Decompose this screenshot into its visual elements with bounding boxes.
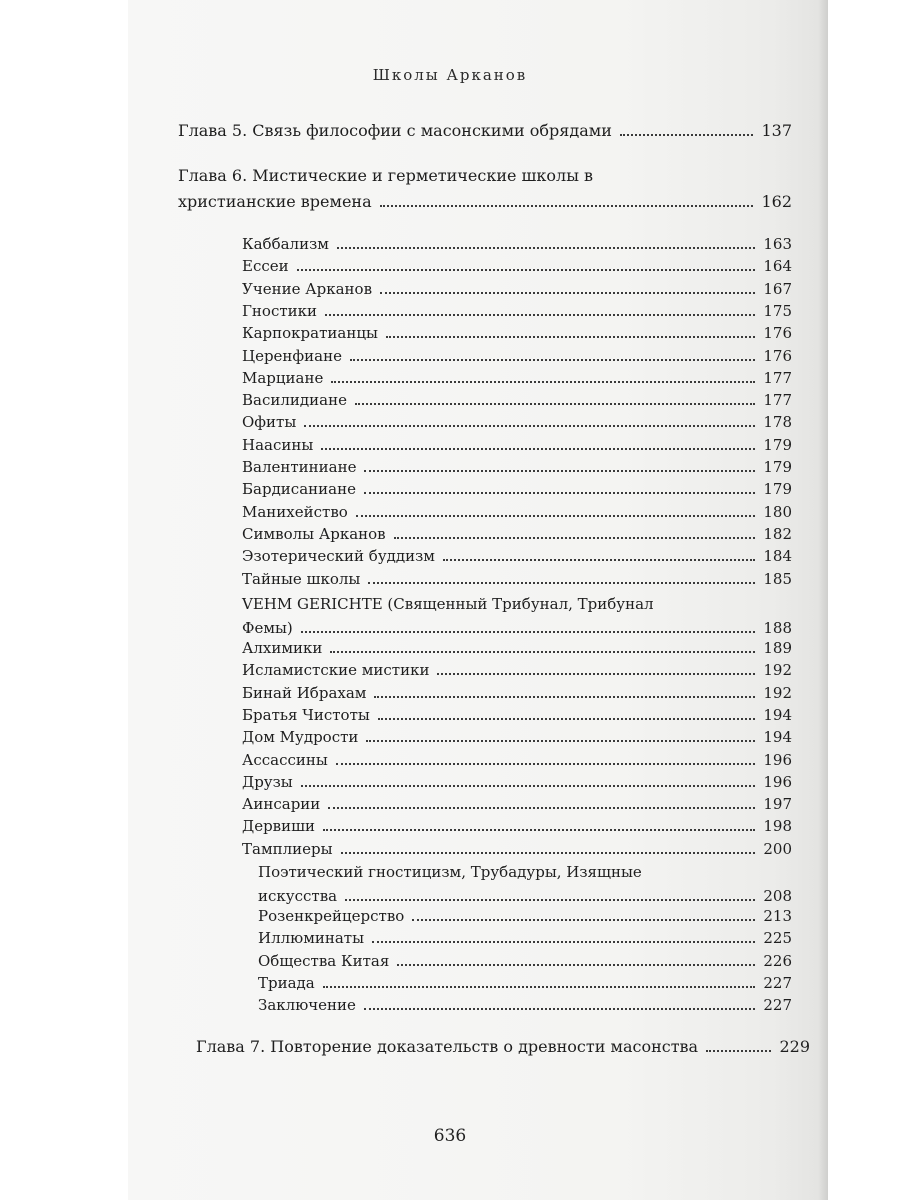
page-number: 227 [763, 973, 792, 992]
dot-leader [364, 492, 755, 494]
entry-title-line2: искусства [258, 887, 338, 905]
dot-leader [437, 673, 755, 675]
toc-entry[interactable] [242, 368, 792, 388]
page-number: 162 [761, 192, 792, 211]
page-number: 164 [763, 257, 792, 276]
toc-entry[interactable] [242, 301, 792, 321]
dot-leader [372, 941, 755, 943]
entry-title: Братья Чистоты [242, 705, 370, 724]
dot-leader [378, 718, 756, 720]
dot-leader [364, 1008, 755, 1010]
dot-leader [337, 247, 755, 249]
toc-entry[interactable] [242, 234, 792, 254]
entry-title: Ессеи [242, 257, 289, 276]
entry-title: Алхимики [242, 639, 323, 657]
dot-leader [301, 785, 756, 787]
entry-title: Исламистские мистики [242, 661, 430, 680]
toc-entry[interactable] [258, 928, 792, 948]
dot-leader [323, 986, 756, 988]
entry-title: Манихейство [242, 502, 348, 521]
chapter-title: Глава 5. Связь философии с масонскими обрядами [178, 121, 612, 140]
page-number: 178 [763, 413, 792, 432]
entry-title: Наасины [242, 435, 314, 454]
page-number: 176 [763, 324, 792, 343]
entry-title: Офиты [242, 413, 297, 432]
toc-entry[interactable] [242, 346, 792, 366]
toc-entry[interactable] [242, 524, 792, 544]
dot-leader [412, 919, 755, 921]
page-number: 184 [763, 547, 792, 566]
page-number: 185 [763, 569, 792, 588]
entry-title: Церенфиане [242, 346, 342, 365]
dot-leader [620, 134, 754, 136]
page-number: 189 [763, 639, 792, 657]
chapter-title: Глава 7. Повторение доказательств о древности масонства [196, 1037, 699, 1056]
toc-entry[interactable] [258, 973, 792, 993]
dot-leader [380, 292, 755, 294]
page-number: 179 [763, 458, 792, 476]
toc-entry[interactable] [242, 435, 792, 455]
entry-title: Розенкрейцерство [258, 907, 405, 925]
entry-title: Заключение [258, 996, 356, 1015]
dot-leader [325, 314, 755, 316]
page-number: 229 [779, 1037, 810, 1056]
page-number: 194 [763, 705, 792, 724]
dot-leader [341, 852, 756, 854]
page-number: 200 [763, 839, 792, 858]
entry-title: Дом Мудрости [242, 728, 359, 747]
page-number: 182 [763, 524, 792, 543]
page-number: 192 [763, 661, 792, 680]
dot-leader [328, 807, 755, 809]
toc-entry[interactable] [242, 683, 792, 703]
chapter-title-line2: христианские времена [178, 192, 372, 211]
toc-entry[interactable] [242, 479, 792, 499]
toc-entry[interactable] [242, 279, 792, 299]
entry-title: Тайные школы [242, 569, 361, 588]
page-edge [818, 0, 828, 1200]
toc-entry[interactable] [242, 412, 792, 432]
toc-entry[interactable] [242, 794, 792, 814]
dot-leader [336, 763, 756, 765]
entry-title: Тамплиеры [242, 839, 333, 858]
dot-leader [706, 1050, 771, 1052]
toc-entry[interactable] [242, 705, 792, 725]
entry-title: Символы Арканов [242, 524, 386, 543]
entry-title: Валентиниане [242, 458, 357, 476]
toc-entry[interactable] [242, 502, 792, 522]
toc-chapter-6[interactable] [178, 166, 792, 212]
page-number: 225 [763, 929, 792, 948]
dot-leader [397, 964, 755, 966]
page-number: 175 [763, 301, 792, 320]
page-number: 208 [763, 887, 792, 905]
dot-leader [364, 470, 755, 472]
toc-entry[interactable] [258, 951, 792, 971]
toc-entry[interactable] [242, 660, 792, 680]
dot-leader [301, 631, 756, 633]
dot-leader [368, 582, 755, 584]
page-number: 177 [763, 368, 792, 387]
entry-title: Друзы [242, 772, 293, 791]
entry-title: Марциане [242, 368, 324, 387]
dot-leader [331, 381, 755, 383]
dot-leader [297, 269, 756, 271]
toc-chapter-7[interactable] [196, 1037, 810, 1057]
running-head: Школы Арканов [372, 66, 528, 84]
entry-title-line1: Поэтический гностицизм, Трубадуры, Изящные [258, 863, 642, 881]
toc-entry[interactable] [242, 839, 792, 859]
dot-leader [394, 537, 756, 539]
toc-entry[interactable] [242, 390, 792, 410]
page-number: 188 [763, 619, 792, 637]
page-number: 177 [763, 391, 792, 410]
entry-title-line2: Фемы) [242, 619, 293, 637]
dot-leader [345, 899, 755, 901]
toc-entry[interactable] [242, 638, 792, 658]
page-folio: 636 [433, 1126, 467, 1146]
dot-leader [380, 205, 754, 207]
toc-entry[interactable] [242, 323, 792, 343]
page-number: 137 [761, 121, 792, 140]
page-number: 227 [763, 996, 792, 1015]
toc-entry[interactable] [242, 816, 792, 836]
entry-title: Карпократианцы [242, 324, 378, 343]
page-number: 197 [763, 795, 792, 814]
dot-leader [386, 336, 755, 338]
entry-title: Бардисаниане [242, 480, 356, 499]
page-number: 196 [763, 750, 792, 769]
toc-entry[interactable] [242, 256, 792, 276]
page-number: 167 [763, 279, 792, 298]
dot-leader [323, 829, 755, 831]
toc-entry[interactable] [242, 750, 792, 770]
entry-title: Эзотерический буддизм [242, 547, 435, 566]
toc-entry[interactable] [242, 772, 792, 792]
entry-title: Василидиане [242, 391, 347, 410]
entry-title: Гностики [242, 301, 318, 320]
entry-title: Общества Китая [258, 951, 390, 970]
toc-entry[interactable] [258, 906, 792, 926]
page-number: 180 [763, 502, 792, 521]
entry-title: Аинсарии [242, 795, 321, 814]
toc-entry-vehm-gerichte[interactable] [242, 594, 792, 638]
entry-title: Ассассины [242, 750, 328, 769]
dot-leader [443, 559, 755, 561]
entry-title: Учение Арканов [242, 279, 373, 298]
toc-entry[interactable] [258, 995, 792, 1015]
dot-leader [330, 651, 755, 653]
toc-entry[interactable] [242, 546, 792, 566]
page-number: 192 [763, 683, 792, 702]
dot-leader [366, 740, 755, 742]
dot-leader [321, 448, 755, 450]
page-number: 213 [763, 907, 792, 925]
dot-leader [304, 425, 755, 427]
toc-entry-poetic-gnosticism[interactable] [258, 862, 792, 906]
toc-entry[interactable] [242, 727, 792, 747]
dot-leader [355, 403, 755, 405]
entry-title-line1: VEHM GERICHTE (Священный Трибунал, Трибунал [242, 595, 654, 613]
dot-leader [374, 696, 755, 698]
page-number: 179 [763, 480, 792, 499]
toc-entry[interactable] [242, 569, 792, 589]
dot-leader [350, 359, 755, 361]
page-number: 198 [763, 817, 792, 836]
entry-title: Каббализм [242, 235, 329, 253]
toc-chapter-5[interactable] [178, 121, 792, 141]
dot-leader [356, 515, 756, 517]
entry-title: Иллюминаты [258, 929, 365, 948]
page-number: 226 [763, 951, 792, 970]
entry-title: Бинай Ибрахам [242, 683, 367, 702]
page-number: 176 [763, 346, 792, 365]
page-number: 179 [763, 435, 792, 454]
toc-entry[interactable] [242, 457, 792, 477]
page-number: 196 [763, 772, 792, 791]
entry-title: Дервиши [242, 817, 316, 836]
page-number: 194 [763, 728, 792, 747]
entry-title: Триада [258, 973, 315, 992]
chapter-title-line1: Глава 6. Мистические и герметические школы в [178, 166, 594, 185]
page-number: 163 [763, 235, 792, 253]
